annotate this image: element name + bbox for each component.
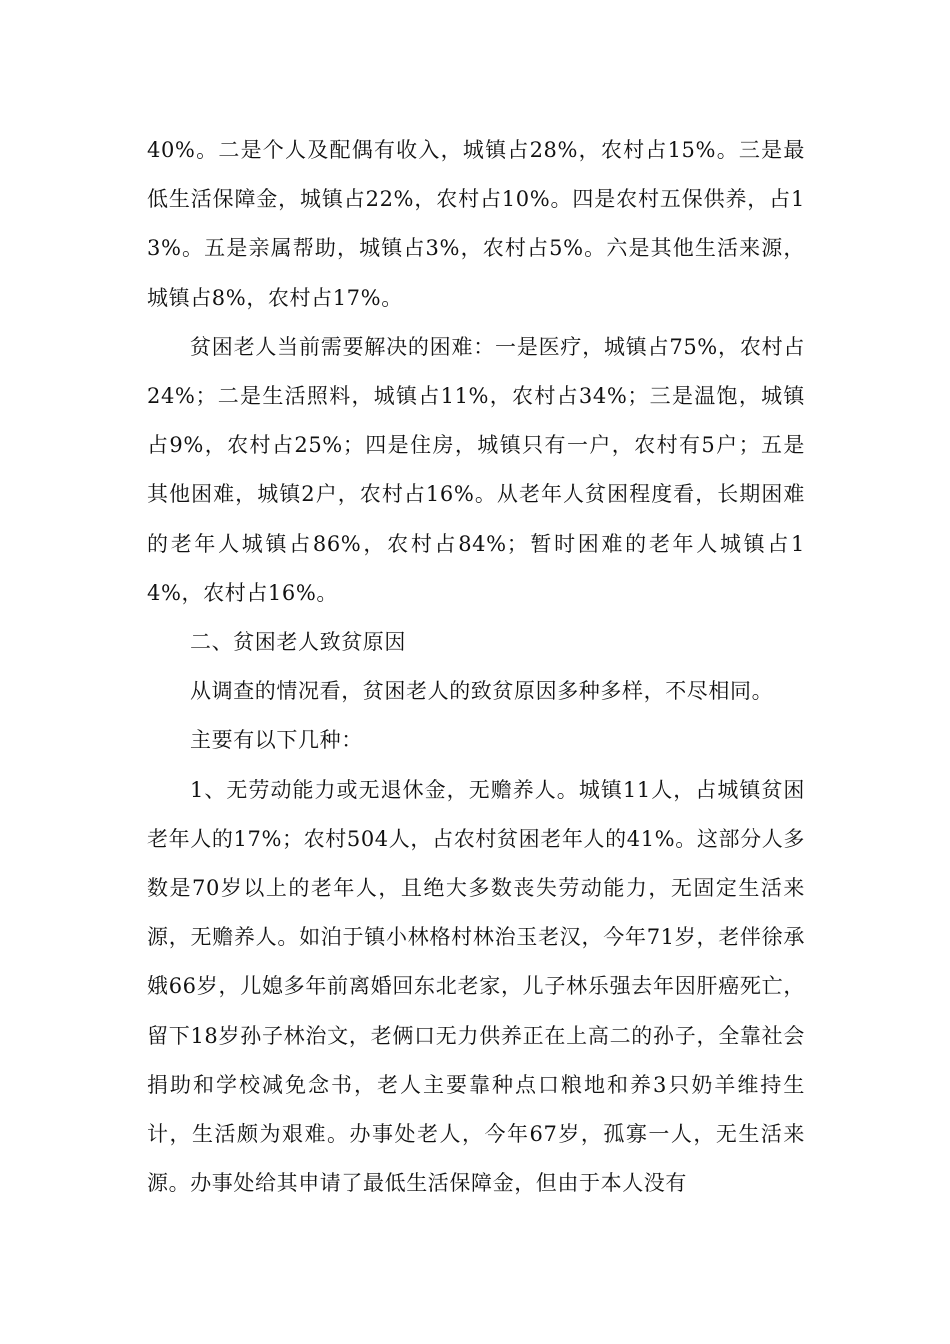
paragraph-income-sources: 40%。二是个人及配偶有收入，城镇占28%，农村占15%。三是最低生活保障金，城镇占22%，农村占10%。四是农村五保供养，占13%。五是亲属帮助，城镇占3%，农村占5%。六是其他生活来源，城镇占8%，农村占17%。 — [147, 138, 805, 310]
paragraph-cause-1: 1、无劳动能力或无退休金，无赡养人。城镇11人，占城镇贫困老年人的17%；农村504人，占农村贫困老年人的41%。这部分人多数是70岁以上的老年人，且绝大多数丧失劳动能力，无固定生活来源，无赡养人。如泊于镇小林格村林治玉老汉，今年71岁，老伴徐承娥66岁，儿媳多年前离婚回东北老家，儿子林乐强去年因肝癌死亡，留下18岁孙子林治文，老俩口无力供养正在上高二的孙子，全靠社会捐助和学校减免念书，老人主要靠种点口粮地和养3只奶羊维持生计，生活颇为艰难。办事处老人，今年67岁，孤寡一人，无生活来源。办事处给其申请了最低生活保障金，但由于本人没有 — [147, 777, 805, 1196]
paragraph-difficulties: 贫困老人当前需要解决的困难：一是医疗，城镇占75%，农村占24%；二是生活照料，城镇占11%，农村占34%；三是温饱，城镇占9%，农村占25%；四是住房，城镇只有一户，农村有5户；五是其他困难，城镇2户，农村占16%。从老年人贫困程度看，长期困难的老年人城镇占86%，农村占84%；暂时困难的老年人城镇占14%，农村占16%。 — [147, 334, 805, 605]
paragraph-survey-intro: 从调查的情况看，贫困老人的致贫原因多种多样，不尽相同。 — [190, 679, 774, 704]
paragraph-main-types: 主要有以下几种： — [190, 728, 363, 753]
section-heading-poverty-causes: 二、贫困老人致贫原因 — [190, 630, 406, 655]
document-body — [147, 126, 805, 1208]
